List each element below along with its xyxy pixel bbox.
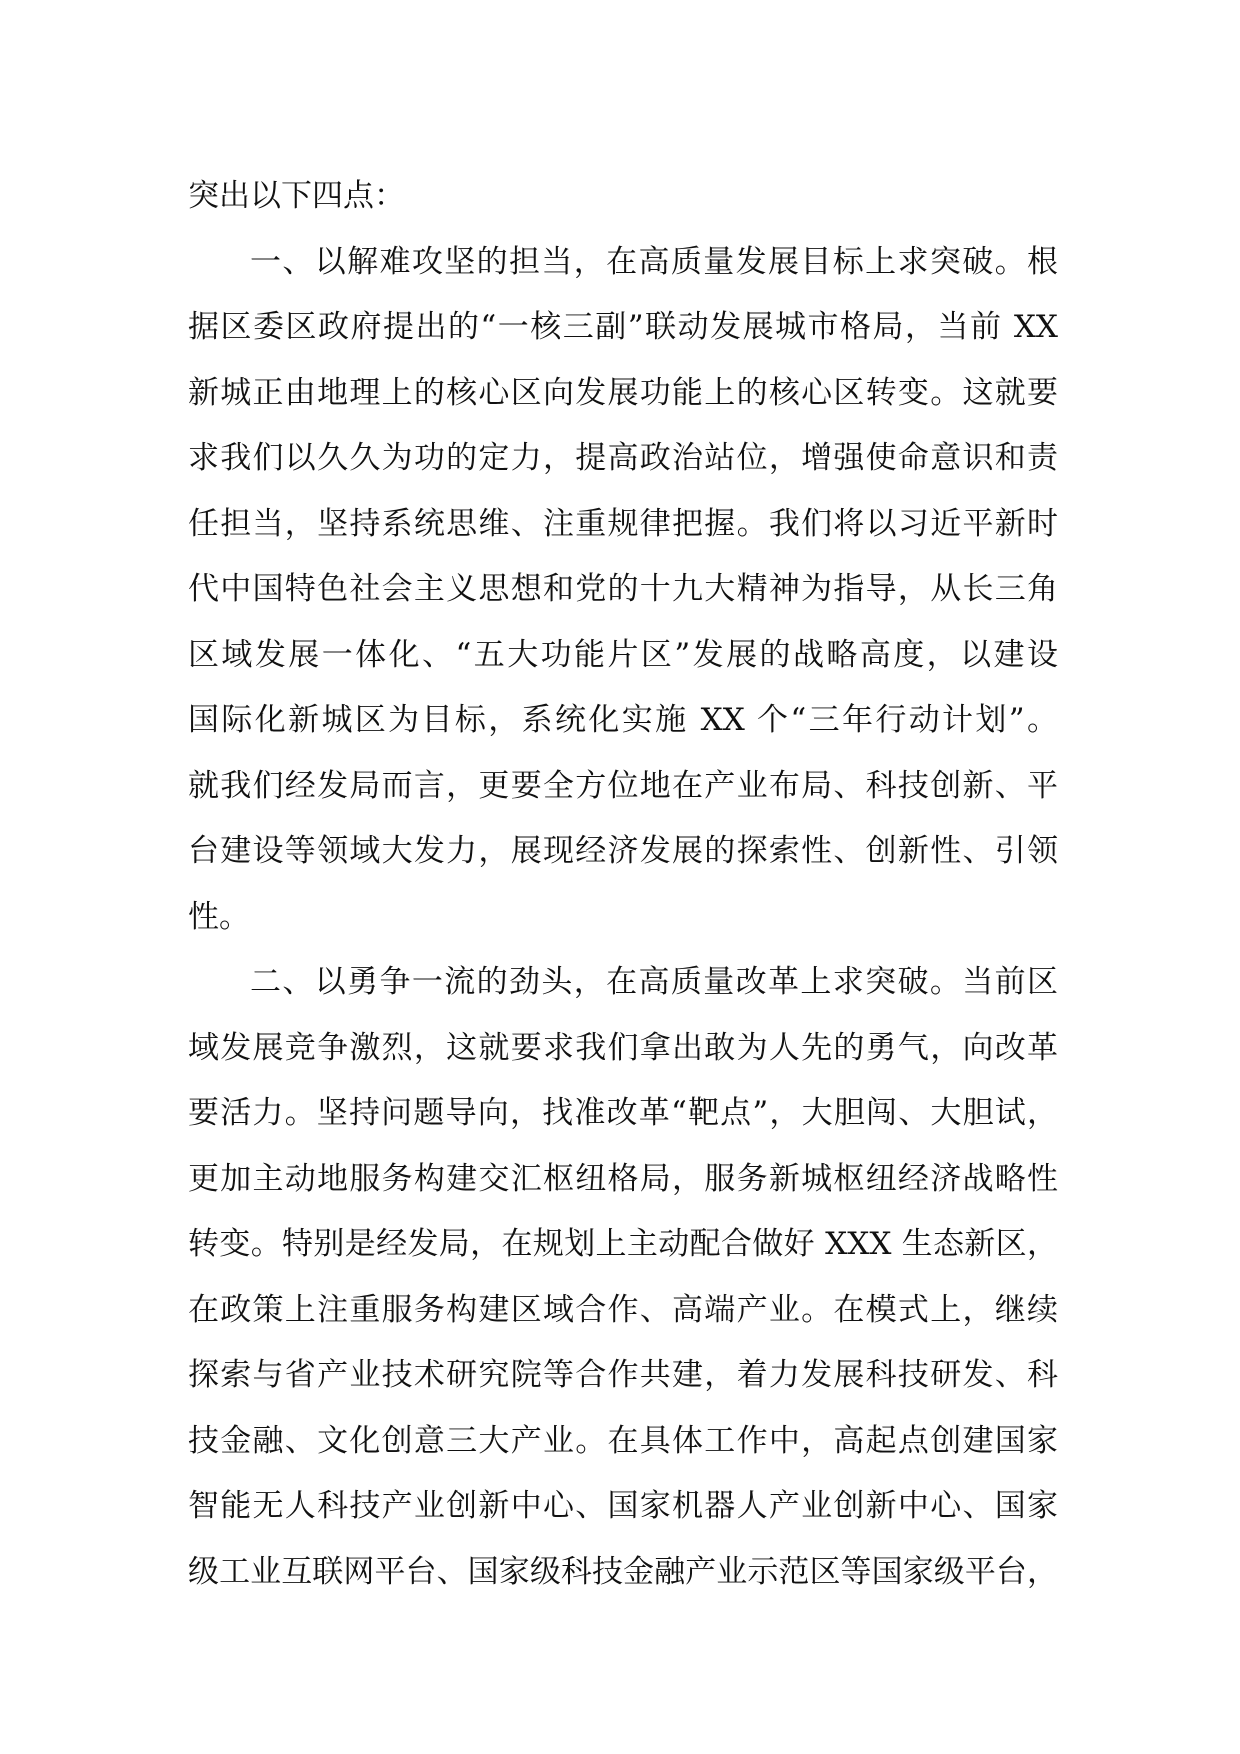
text-line: 性。	[188, 898, 250, 935]
body-text	[188, 164, 1058, 1605]
text-line: 就我们经发局而言，更要全方位地在产业布局、科技创新、平	[188, 767, 1058, 804]
text-line: 据区委区政府提出的“一核三副”联动发展城市格局，当前 XX	[188, 309, 1058, 345]
text-line: 要活力。坚持问题导向，找准改革“靶点”，大胆闯、大胆试，	[188, 1095, 1058, 1131]
text-line: 国际化新城区为目标，系统化实施 XX 个“三年行动计划”。	[188, 702, 1058, 738]
text-line: 在政策上注重服务构建区域合作、高端产业。在模式上，继续	[188, 1291, 1058, 1328]
text-line: 域发展竞争激烈，这就要求我们拿出敢为人先的勇气，向改革	[188, 1029, 1058, 1066]
paragraph-1-first-line: 一、以解难攻坚的担当，在高质量发展目标上求突破。根	[250, 243, 1058, 280]
text-line: 转变。特别是经发局，在规划上主动配合做好 XXX 生态新区，	[188, 1226, 1058, 1262]
text-line: 技金融、文化创意三大产业。在具体工作中，高起点创建国家	[188, 1422, 1058, 1459]
text-line: 探索与省产业技术研究院等合作共建，着力发展科技研发、科	[188, 1357, 1058, 1393]
text-line: 台建设等领域大发力，展现经济发展的探索性、创新性、引领	[188, 833, 1058, 869]
text-line: 突出以下四点：	[188, 178, 405, 214]
text-line: 代中国特色社会主义思想和党的十九大精神为指导，从长三角	[188, 571, 1058, 607]
text-line: 新城正由地理上的核心区向发展功能上的核心区转变。这就要	[188, 374, 1058, 411]
paragraph-2-first-line: 二、以勇争一流的劲头，在高质量改革上求突破。当前区	[250, 964, 1058, 1000]
text-line: 区域发展一体化、“五大功能片区”发展的战略高度，以建设	[188, 636, 1058, 673]
text-line: 任担当，坚持系统思维、注重规律把握。我们将以习近平新时	[188, 505, 1058, 542]
text-line: 级工业互联网平台、国家级科技金融产业示范区等国家级平台，	[188, 1553, 1058, 1590]
text-line: 智能无人科技产业创新中心、国家机器人产业创新中心、国家	[188, 1488, 1058, 1524]
text-line: 求我们以久久为功的定力，提高政治站位，增强使命意识和责	[188, 440, 1058, 476]
text-line: 更加主动地服务构建交汇枢纽格局，服务新城枢纽经济战略性	[188, 1160, 1058, 1197]
